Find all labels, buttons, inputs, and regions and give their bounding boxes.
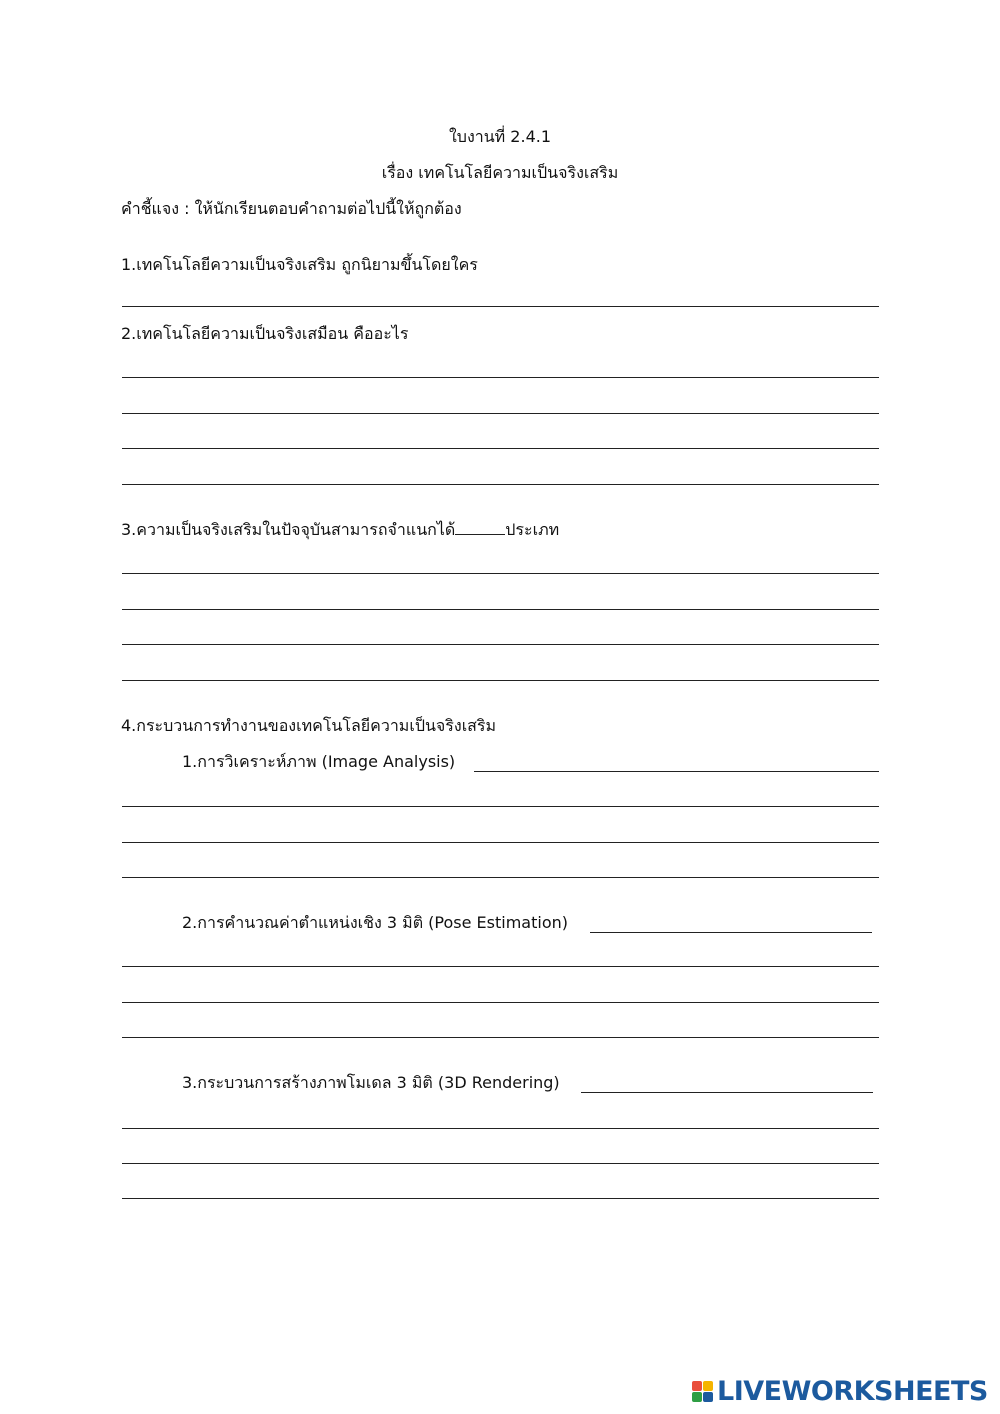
liveworksheets-logo-text: LIVEWORKSHEETS — [717, 1375, 988, 1407]
answer-inline-q4-2[interactable] — [590, 932, 872, 933]
question-4-1: 1.การวิเคราะห์ภาพ (Image Analysis) — [182, 752, 456, 771]
answer-line-q2[interactable] — [122, 413, 879, 414]
answer-line-q1[interactable] — [122, 306, 879, 307]
answer-line-q4-2[interactable] — [122, 966, 879, 967]
answer-inline-q4-1[interactable] — [474, 771, 879, 772]
answer-line-q4-1[interactable] — [122, 877, 879, 878]
answer-line-q3[interactable] — [122, 609, 879, 610]
question-3-text: 3.ความเป็นจริงเสริมในปัจจุบันสามารถจำแนกได้ — [121, 520, 456, 539]
worksheet-title: ใบงานที่ 2.4.1 — [448, 127, 552, 146]
question-3 — [121, 520, 559, 540]
question-4-3: 3.กระบวนการสร้างภาพโมเดล 3 มิติ (3D Rendering) — [182, 1073, 560, 1092]
question-3-suffix: ประเภท — [505, 520, 560, 539]
answer-line-q3[interactable] — [122, 644, 879, 645]
answer-line-q2[interactable] — [122, 377, 879, 378]
answer-line-q4-3[interactable] — [122, 1163, 879, 1164]
answer-line-q2[interactable] — [122, 448, 879, 449]
answer-line-q4-3[interactable] — [122, 1128, 879, 1129]
question-4-2: 2.การคำนวณค่าตำแหน่งเชิง 3 มิติ (Pose Estimation) — [182, 913, 568, 932]
answer-line-q4-1[interactable] — [122, 842, 879, 843]
answer-line-q2[interactable] — [122, 484, 879, 485]
answer-line-q4-2[interactable] — [122, 1037, 879, 1038]
answer-line-q4-3[interactable] — [122, 1198, 879, 1199]
question-3-blank[interactable] — [455, 520, 505, 535]
answer-line-q4-2[interactable] — [122, 1002, 879, 1003]
answer-line-q4-1[interactable] — [122, 806, 879, 807]
liveworksheets-logo-icon — [692, 1381, 713, 1402]
worksheet-subject: เรื่อง เทคโนโลยีความเป็นจริงเสริม — [381, 163, 619, 182]
question-4: 4.กระบวนการทำงานของเทคโนโลยีความเป็นจริงเสริม — [121, 716, 497, 735]
answer-inline-q4-3[interactable] — [581, 1092, 873, 1093]
question-2: 2.เทคโนโลยีความเป็นจริงเสมือน คืออะไร — [121, 324, 409, 343]
question-1: 1.เทคโนโลยีความเป็นจริงเสริม ถูกนิยามขึ้นโดยใคร — [121, 255, 478, 274]
answer-line-q3[interactable] — [122, 573, 879, 574]
liveworksheets-logo[interactable] — [692, 1374, 988, 1408]
instructions: คำชี้แจง : ให้นักเรียนตอบคำถามต่อไปนี้ให้ถูกต้อง — [121, 199, 462, 218]
answer-line-q3[interactable] — [122, 680, 879, 681]
